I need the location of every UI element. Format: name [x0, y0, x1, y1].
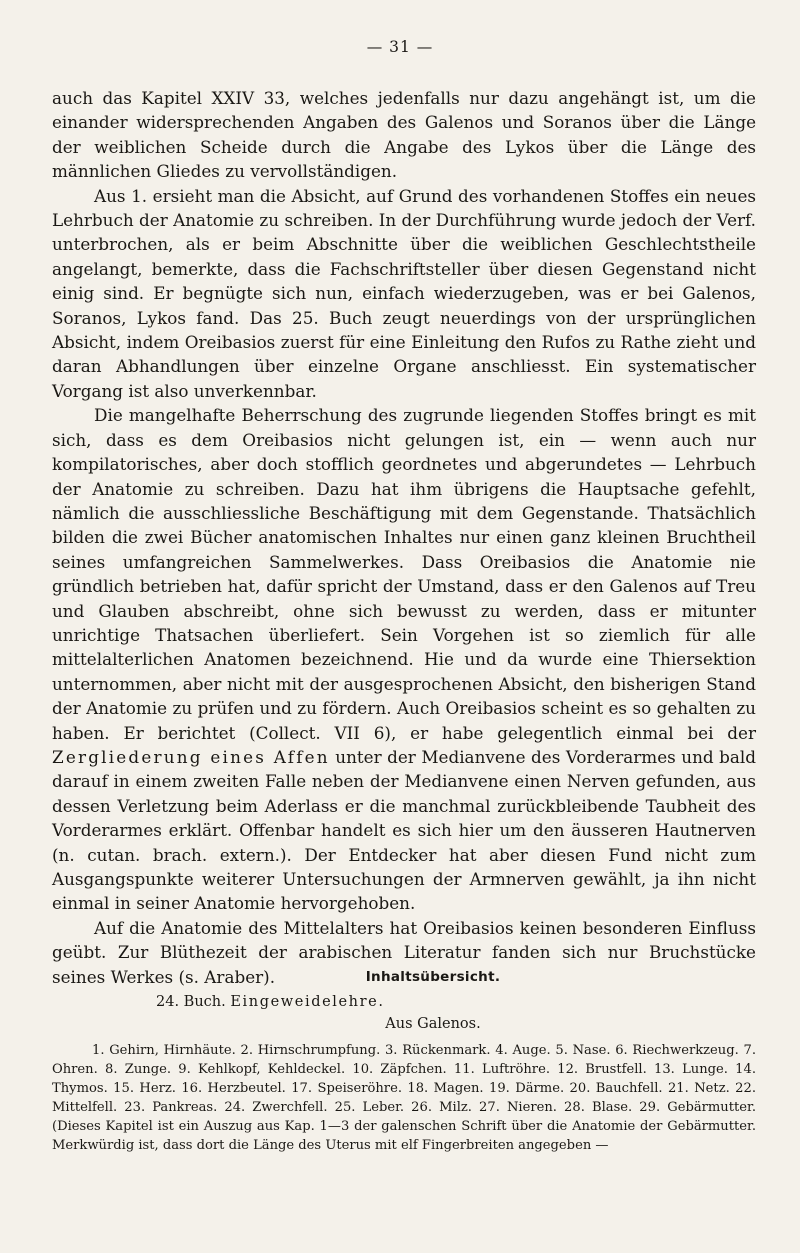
paragraph-4-text: Auf die Anatomie des Mittelalters hat Oreibasios keinen besonderen Einfluss geübt. Zur Blüthezeit der arabischen Literatur fanden sich nur Bruchstücke seines Werkes (s. Araber). — [52, 917, 756, 987]
paragraph-3 — [52, 403, 756, 916]
book-heading — [52, 994, 756, 1010]
page-number: — 31 — — [366, 38, 434, 56]
paragraph-2 — [52, 184, 756, 404]
main-text — [52, 86, 756, 989]
book-number: 24. Buch. — [156, 994, 226, 1010]
paragraph-3-text-b: unter der Medianvene des Vorderarmes und bald darauf in einem zweiten Falle neben der Medianvene einen Nerven gefunden, aus dessen Verletzung beim Aderlass er die manchmal zurückbleibende Taubheit des Vorderarmes erklärt. Offenbar handelt es sich hier um den äusseren Hautnerven (n. cutan. brach. extern.). Der Entdecker hat aber diesen Fund nicht zum Ausgangspunkte weiterer Untersuchungen der Armnerven gewählt, ja ihn nicht einmal in seiner Anatomie hervorgehoben. — [52, 746, 756, 914]
paragraph-2-text: Aus 1. ersieht man die Absicht, auf Grund des vorhandenen Stoffes ein neues Lehrbuch der Anatomie zu schreiben. In der Durchführung wurde jedoch der Verf. unterbrochen, als er beim Abschnitte über die weiblichen Geschlechtstheile angelangt, bemerkte, dass die Fachschriftsteller über diesen Gegenstand nicht einig sind. Er begnügte sich nun, einfach wiederzugeben, was er bei Galenos, Soranos, Lykos fand. Das 25. Buch zeugt neuerdings von der ursprünglichen Absicht, indem Oreibasios zuerst für eine Einleitung den Rufos zu Rathe zieht und daran Abhandlungen über einzelne Organe anschliesst. Ein systematischer Vorgang ist also unverkennbar. — [52, 185, 756, 401]
source-line: Aus Galenos. — [385, 1016, 481, 1032]
contents-list: 1. Gehirn, Hirnhäute. 2. Hirnschrumpfung. 3. Rückenmark. 4. Auge. 5. Nase. 6. Riechwerkzeug. 7. Ohren. 8. Zunge. 9. Kehlkopf, Kehldeckel. 10. Zäpfchen. 11. Luftröhre. 12. Brustfell. 13. Lunge. 14. Thymos. 15. Herz. 16. Herzbeutel. 17. Speiseröhre. 18. Magen. 19. Därme. 20. Bauchfell. 21. Netz. 22. Mittelfell. 23. Pankreas. 24. Zwerchfell. 25. Leber. 26. Milz. 27. Nieren. 28. Blase. 29. Gebärmutter. (Dieses Kapitel ist ein Auszug aus Kap. 1—3 der galenschen Schrift über die Anatomie der Gebärmutter. Merkwürdig ist, dass dort die Länge des Uterus mit elf Fingerbreiten angegeben — — [52, 1043, 756, 1154]
paragraph-3-text-a: Die mangelhafte Beherrschung des zugrunde liegenden Stoffes bringt es mit sich, dass es dem Oreibasios nicht gelungen ist, ein — wenn auch nur kompilatorisches, aber doch stofflich geordnetes und abgerundetes — Lehrbuch der Anatomie zu schreiben. Dazu hat ihm übrigens die Hauptsache gefehlt, nämlich die ausschliessliche Beschäftigung mit dem Gegenstande. Thatsächlich bilden die zwei Bücher anatomischen Inhaltes nur einen ganz kleinen Bruchtheil seines umfangreichen Sammelwerkes. Dass Oreibasios die Anatomie nie gründlich betrieben hat, dafür spricht der Umstand, dass er den Galenos auf Treu und Glauben abschreibt, ohne sich bewusst zu werden, dass er mitunter unrichtige Thatsachen überliefert. Sein Vorgehen ist so ziemlich für alle mittelalterlichen Anatomen bezeichnend. Hie und da wurde eine Thiersektion unternommen, aber nicht mit der ausgesprochenen Absicht, den bisherigen Stand der Anatomie zu prüfen und zu fördern. Auch Oreibasios scheint es so gehalten zu haben. Er berichtet (Collect. VII 6), er habe gelegentlich einmal bei der — [52, 405, 756, 743]
book-title: Eingeweidelehre. — [230, 994, 385, 1010]
contents-heading: Inhaltsübersicht. — [365, 969, 501, 985]
contents-section — [52, 969, 756, 1156]
paragraph-1 — [52, 86, 756, 184]
spaced-emphasis: Zergliederung eines Affen — [52, 746, 330, 767]
paragraph-1-text: auch das Kapitel XXIV 33, welches jedenfalls nur dazu angehängt ist, um die einander widersprechenden Angaben des Galenos und Soranos über die Länge der weiblichen Scheide durch die Angabe des Lykos über die Länge des männlichen Gliedes zu vervollständigen. — [52, 88, 756, 182]
